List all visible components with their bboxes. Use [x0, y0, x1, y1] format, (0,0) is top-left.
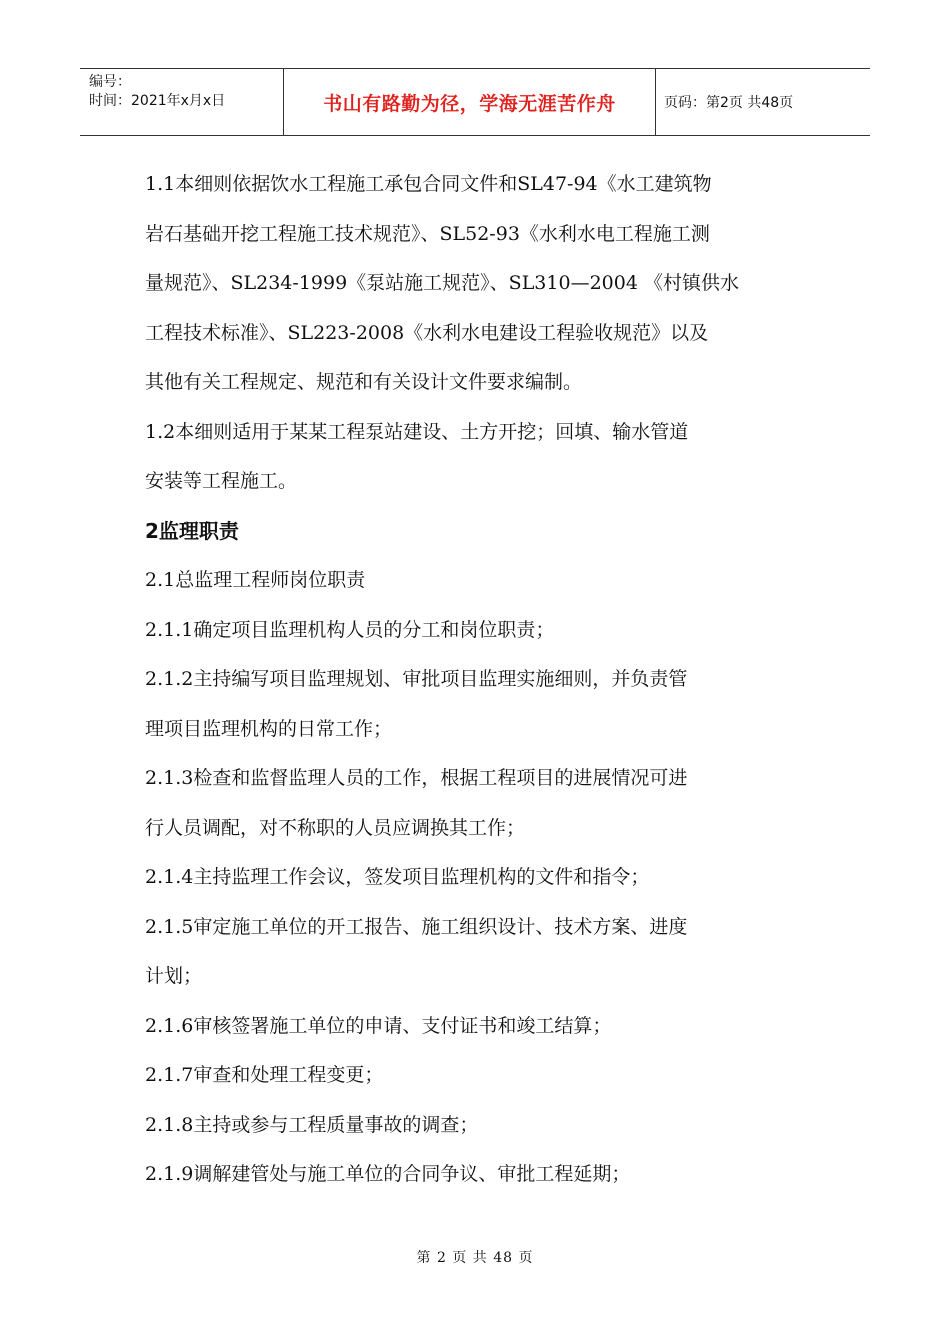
body-line: 计划； [145, 965, 203, 987]
document-number-label: 编号： [89, 74, 131, 90]
body-line: 理项目监理机构的日常工作； [145, 717, 393, 740]
body-line: 安装等工程施工。 [145, 470, 298, 492]
header-page-number: 页码：第2页 共48页 [664, 95, 794, 111]
body-line: 1.1本细则依据饮水工程施工承包合同文件和SL47-94《水工建筑物 [145, 173, 712, 195]
body-line: 2.1.2主持编写项目监理规划、审批项目监理实施细则，并负责管 [145, 668, 688, 690]
body-line: 量规范》、SL234-1999《泵站施工规范》、SL310—2004 《村镇供水 [145, 272, 739, 294]
header-page-cell [656, 69, 870, 135]
document-body [145, 160, 815, 1200]
body-line: 2.1.8主持或参与工程质量事故的调查； [145, 1113, 479, 1136]
body-line: 工程技术标准》、SL223-2008《水利水电建设工程验收规范》以及 [145, 321, 709, 344]
header-motto-cell [283, 69, 656, 135]
body-line: 2.1.5审定施工单位的开工报告、施工组织设计、技术方案、进度 [145, 915, 688, 938]
body-line: 2.1.3检查和监督监理人员的工作，根据工程项目的进展情况可进 [145, 767, 688, 789]
body-line: 2.1.9调解建管处与施工单位的合同争议、审批工程延期； [145, 1163, 631, 1185]
section-heading: 2监理职责 [145, 518, 239, 543]
body-line: 行人员调配，对不称职的人员应调换其工作； [145, 816, 526, 839]
body-line: 2.1.7审查和处理工程变更； [145, 1064, 384, 1086]
page-footer: 第 2 页 共 48 页 [416, 1250, 534, 1266]
header-motto: 书山有路勤为径，学海无涯苦作舟 [323, 92, 616, 115]
document-date-label: 时间：2021年x月x日 [89, 93, 226, 109]
body-line: 2.1.6审核签署施工单位的申请、支付证书和竣工结算； [145, 1014, 612, 1037]
page-header [80, 68, 870, 136]
body-line: 2.1.1确定项目监理机构人员的分工和岗位职责； [145, 618, 555, 641]
body-line: 岩石基础开挖工程施工技术规范》、SL52-93《水利水电工程施工测 [145, 222, 710, 245]
body-line: 其他有关工程规定、规范和有关设计文件要求编制。 [145, 371, 583, 393]
body-line: 2.1总监理工程师岗位职责 [145, 569, 366, 591]
body-line: 1.2本细则适用于某某工程泵站建设、土方开挖；回填、输水管道 [145, 420, 689, 443]
header-meta [80, 69, 283, 135]
body-line: 2.1.4主持监理工作会议，签发项目监理机构的文件和指令； [145, 866, 650, 888]
